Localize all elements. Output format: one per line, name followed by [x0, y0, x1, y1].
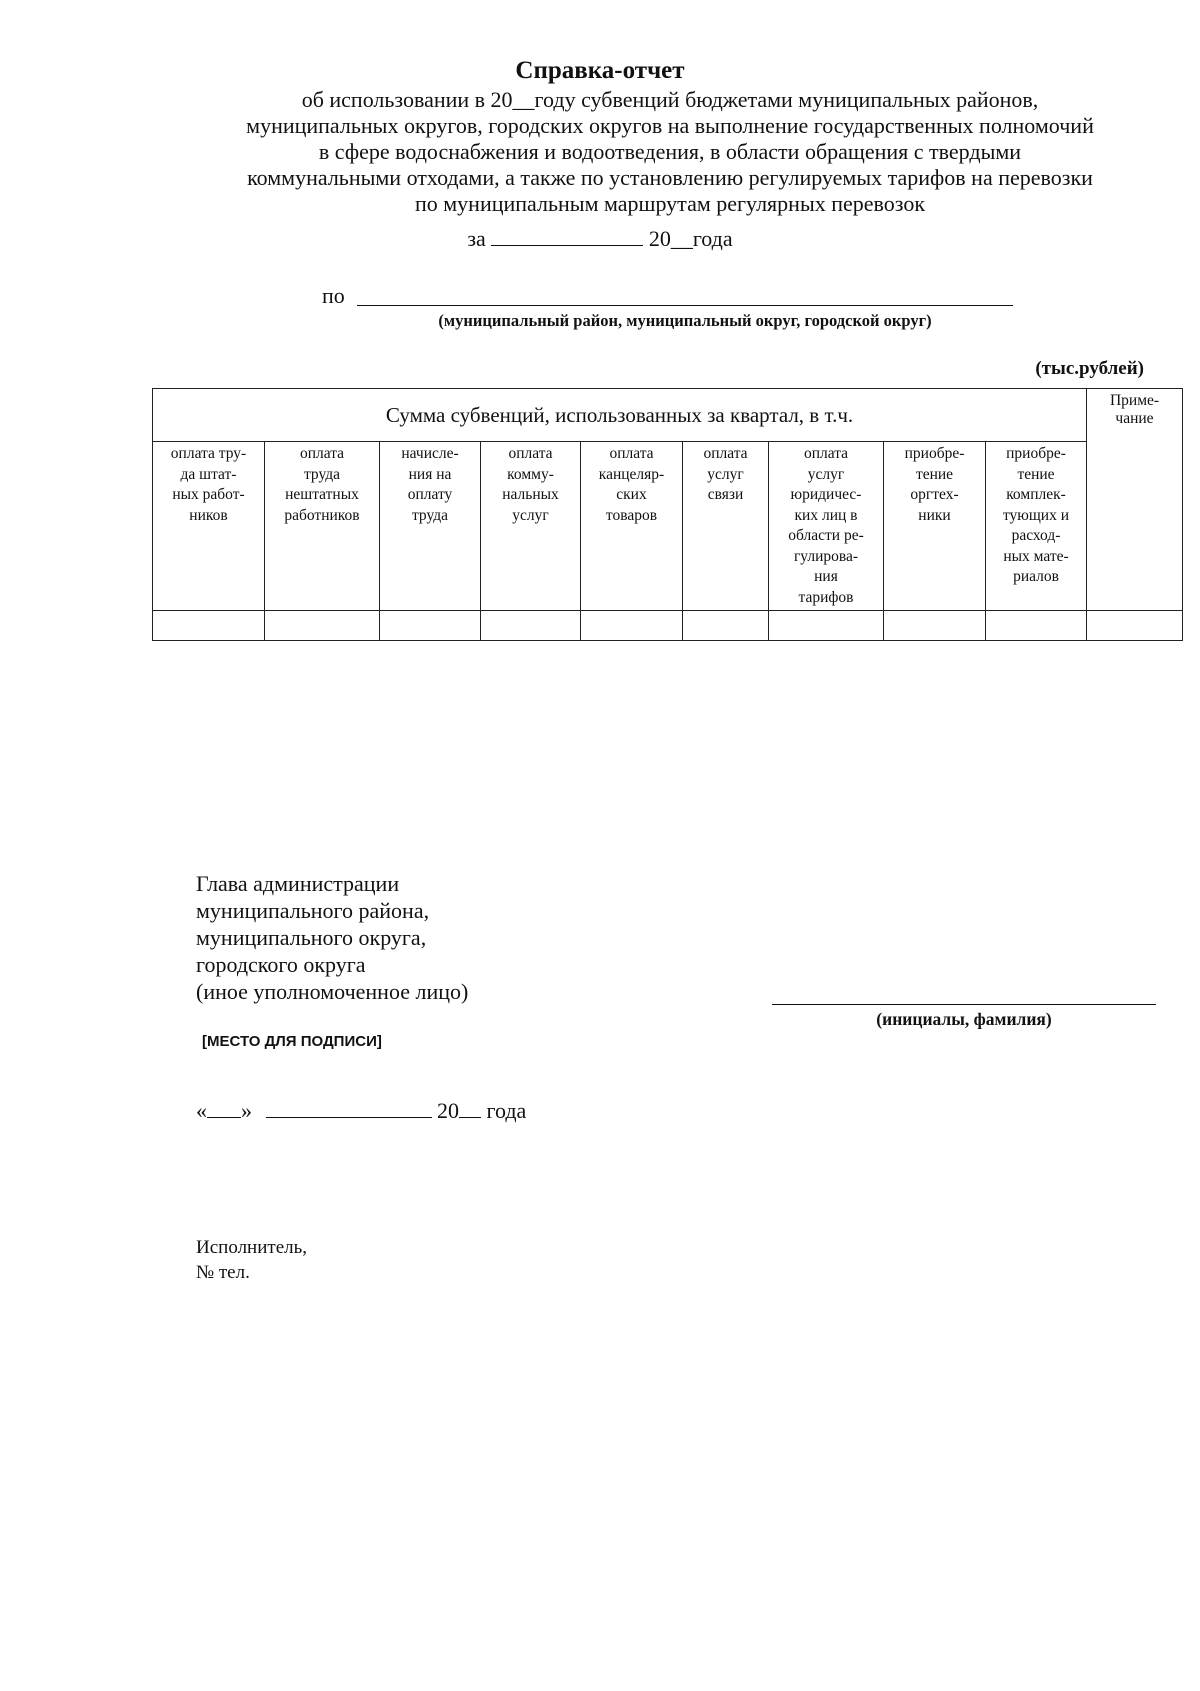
- signature-blank[interactable]: [772, 1004, 1156, 1005]
- column-header: оплата комму- нальных услуг: [481, 442, 581, 611]
- table-cell[interactable]: [683, 611, 769, 641]
- subtitle-line: по муниципальным маршрутам регулярных перевозок: [414, 191, 926, 216]
- units-label: (тыс.рублей): [1035, 358, 1144, 379]
- table-cell[interactable]: [884, 611, 986, 641]
- table-cell[interactable]: [986, 611, 1087, 641]
- recipient-blank[interactable]: [357, 305, 1013, 306]
- column-header: оплата услуг связи: [683, 442, 769, 611]
- table-cell[interactable]: [265, 611, 380, 641]
- signature-placeholder: [МЕСТО ДЛЯ ПОДПИСИ]: [202, 1033, 382, 1050]
- period-blank[interactable]: [491, 227, 643, 246]
- position-line: муниципального района,: [196, 898, 430, 923]
- month-blank[interactable]: [266, 1099, 432, 1118]
- column-header: приобре- тение оргтех- ники: [884, 442, 986, 611]
- group-header: Сумма субвенций, использованных за квартал, в т.ч.: [153, 389, 1087, 442]
- column-header: оплата канцеляр- ских товаров: [581, 442, 683, 611]
- subtitle-line: коммунальными отходами, а также по установлению регулируемых тарифов на перевозки: [247, 165, 1093, 190]
- executor-label: Исполнитель,: [196, 1237, 308, 1258]
- column-header: оплата труда нештатных работников: [265, 442, 380, 611]
- document-title: Справка-отчет: [515, 57, 685, 84]
- position-line: городского округа: [196, 952, 366, 977]
- date-open-quote: «: [196, 1098, 207, 1123]
- column-header: приобре- тение комплек- тующих и расход- ных мате- риалов: [986, 442, 1087, 611]
- signatory-position: [196, 870, 468, 1005]
- table-cell[interactable]: [481, 611, 581, 641]
- position-line: Глава администрации: [196, 871, 400, 896]
- reporting-period: [0, 226, 1200, 252]
- table-cell[interactable]: [380, 611, 481, 641]
- column-header: оплата услуг юридичес- ких лиц в области ре- гулирова- ния тарифов: [769, 442, 884, 611]
- document-subtitle: [130, 87, 1200, 217]
- phone-label: № тел.: [196, 1262, 250, 1283]
- table-cell[interactable]: [581, 611, 683, 641]
- subtitle-line: в сфере водоснабжения и водоотведения, в области обращения с твердыми: [318, 139, 1022, 164]
- subsidy-report-table: [152, 388, 1183, 641]
- subtitle-line: об использовании в 20__году субвенций бюджетами муниципальных районов,: [301, 87, 1039, 112]
- signature-caption: (инициалы, фамилия): [876, 1009, 1052, 1029]
- subtitle-line: муниципальных округов, городских округов на выполнение государственных полномочий: [246, 113, 1094, 138]
- year-suffix: года: [486, 1098, 527, 1123]
- period-suffix: 20__года: [648, 226, 733, 251]
- table-cell[interactable]: [1087, 611, 1183, 641]
- signature-date: [196, 1097, 526, 1125]
- recipient-caption: (муниципальный район, муниципальный округ, городской округ): [438, 311, 932, 330]
- recipient-prefix: по: [322, 283, 345, 308]
- position-line: (иное уполномоченное лицо): [196, 979, 469, 1004]
- table-row: [153, 611, 1183, 641]
- executor-block: [196, 1235, 307, 1285]
- day-blank[interactable]: [207, 1099, 241, 1118]
- date-close-quote: »: [241, 1098, 252, 1123]
- note-column-header: Приме- чание: [1087, 389, 1183, 611]
- period-prefix: за: [467, 226, 486, 251]
- position-line: муниципального округа,: [196, 925, 427, 950]
- year-prefix: 20: [437, 1098, 459, 1123]
- table-cell[interactable]: [769, 611, 884, 641]
- column-header: оплата тру- да штат- ных работ- ников: [153, 442, 265, 611]
- column-header: начисле- ния на оплату труда: [380, 442, 481, 611]
- table-cell[interactable]: [153, 611, 265, 641]
- year-blank[interactable]: [459, 1099, 481, 1118]
